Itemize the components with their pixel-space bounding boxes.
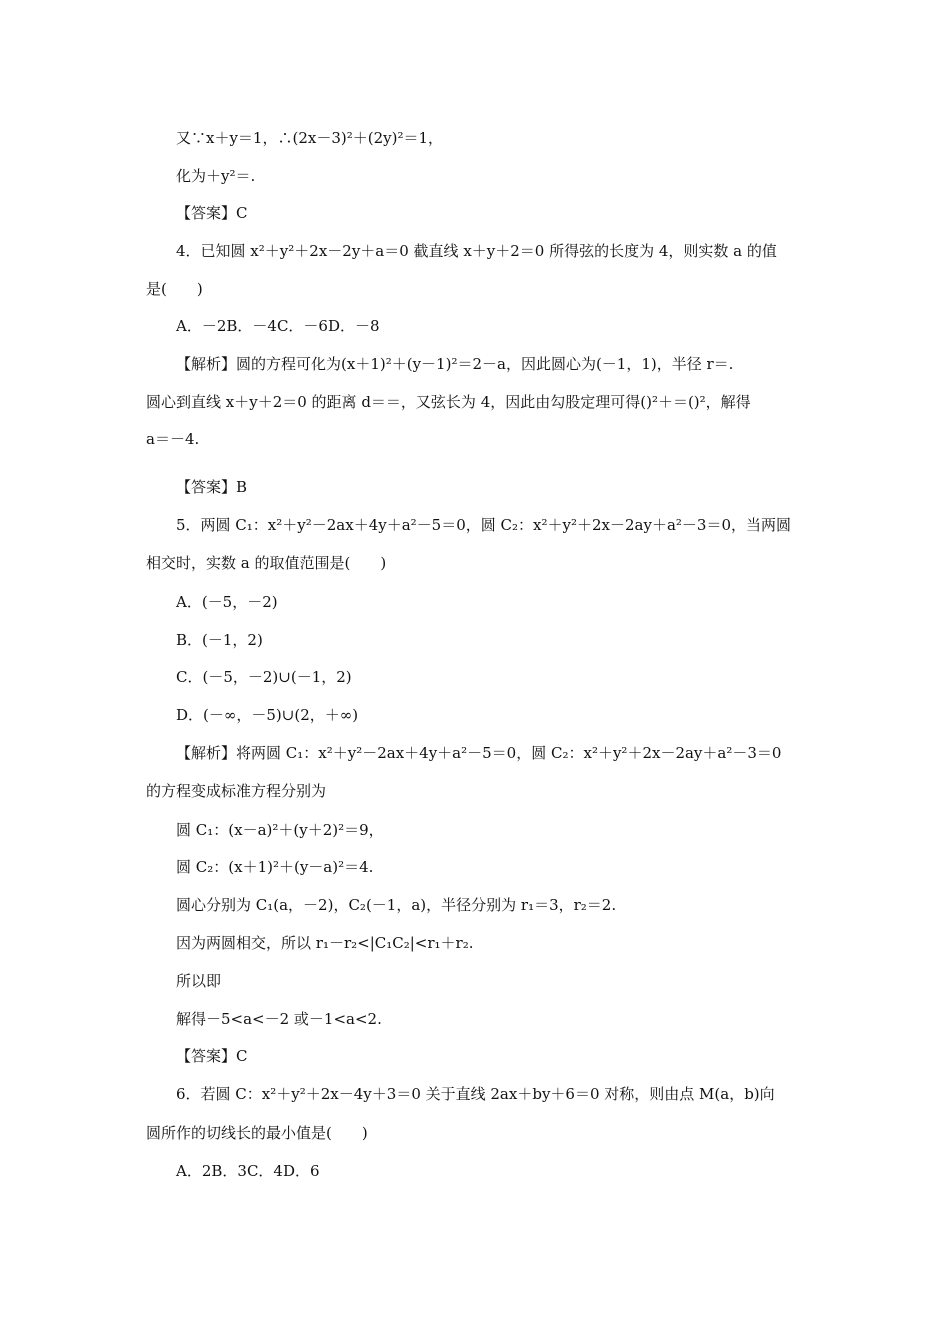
analysis-text: 因为两圆相交，所以 r₁－r₂<|C₁C₂|<r₁＋r₂. xyxy=(176,934,474,952)
answer-label: 【答案】C xyxy=(176,1047,248,1065)
question-4-text: 是( ) xyxy=(146,280,203,298)
analysis-text: a＝－4. xyxy=(146,430,200,448)
question-5-text: 5．两圆 C₁：x²＋y²－2ax＋4y＋a²－5＝0，圆 C₂：x²＋y²＋2x－2ay＋a²－3＝0，当两圆 xyxy=(176,516,791,534)
question-5-option-c: C．(－5，－2)∪(－1，2) xyxy=(176,668,352,686)
question-6-options: A．2B．3C．4D．6 xyxy=(176,1162,320,1180)
question-4-options: A．－2B．－4C．－6D．－8 xyxy=(176,317,380,335)
analysis-text: 【解析】将两圆 C₁：x²＋y²－2ax＋4y＋a²－5＝0，圆 C₂：x²＋y²＋2x－2ay＋a²－3＝0 xyxy=(176,744,782,762)
text-line: 化为＋y²＝. xyxy=(176,167,256,185)
analysis-text: 【解析】圆的方程可化为(x＋1)²＋(y－1)²＝2－a，因此圆心为(－1，1)，半径 r＝. xyxy=(176,355,734,373)
analysis-text: 圆 C₂：(x＋1)²＋(y－a)²＝4. xyxy=(176,858,374,876)
question-4-text: 4．已知圆 x²＋y²＋2x－2y＋a＝0 截直线 x＋y＋2＝0 所得弦的长度为 4，则实数 a 的值 xyxy=(176,242,777,260)
analysis-text: 的方程变成标准方程分别为 xyxy=(146,782,327,800)
analysis-text: 解得－5<a<－2 或－1<a<2. xyxy=(176,1010,382,1028)
question-6-text: 圆所作的切线长的最小值是( ) xyxy=(146,1124,368,1142)
answer-label: 【答案】B xyxy=(176,478,248,496)
question-5-text: 相交时，实数 a 的取值范围是( ) xyxy=(146,554,387,572)
analysis-text: 圆心到直线 x＋y＋2＝0 的距离 d＝＝，又弦长为 4，因此由勾股定理可得()²＋＝()²，解得 xyxy=(146,393,751,411)
analysis-text: 圆心分别为 C₁(a，－2)，C₂(－1，a)，半径分别为 r₁＝3，r₂＝2. xyxy=(176,896,617,914)
question-5-option-d: D．(－∞，－5)∪(2，＋∞) xyxy=(176,706,359,724)
analysis-text: 圆 C₁：(x－a)²＋(y＋2)²＝9， xyxy=(176,821,384,839)
question-5-option-b: B．(－1，2) xyxy=(176,631,263,649)
analysis-text: 所以即 xyxy=(176,972,222,990)
answer-label: 【答案】C xyxy=(176,204,248,222)
question-6-text: 6．若圆 C：x²＋y²＋2x－4y＋3＝0 关于直线 2ax＋by＋6＝0 对称，则由点 M(a，b)向 xyxy=(176,1085,775,1103)
text-line: 又∵x＋y＝1，∴(2x－3)²＋(2y)²＝1， xyxy=(176,129,444,147)
question-5-option-a: A．(－5，－2) xyxy=(176,593,278,611)
